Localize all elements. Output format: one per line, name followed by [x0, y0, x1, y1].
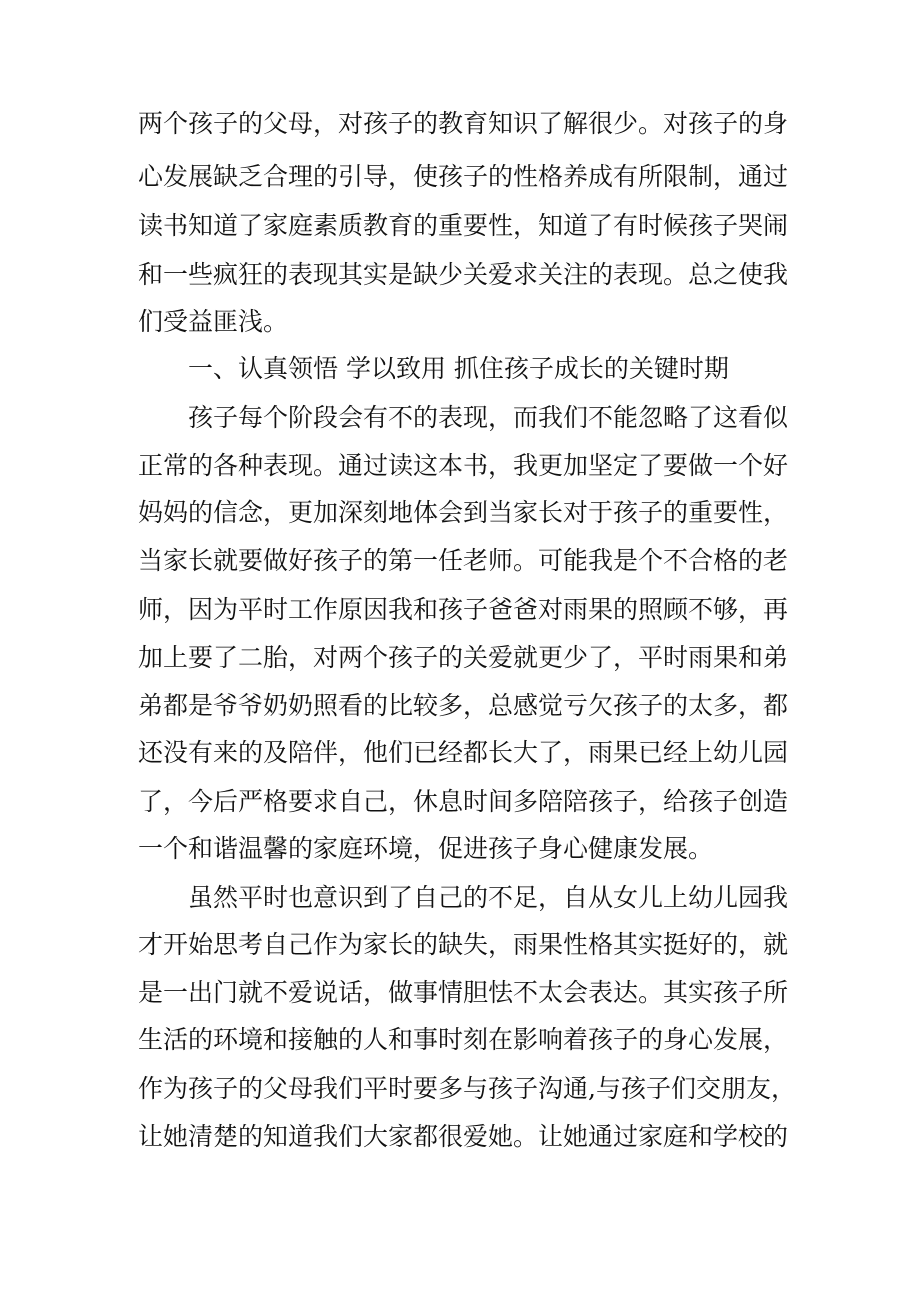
paragraph-2-line-9: 了，今后严格要求自己，休息时间多陪陪孩子，给孩子创造 [138, 787, 789, 816]
paragraph-3-line-2: 才开始思考自己作为家长的缺失，雨果性格其实挺好的，就 [138, 930, 789, 959]
paragraph-2-line-10: 一个和谐温馨的家庭环境，促进孩子身心健康发展。 [138, 834, 714, 863]
paragraph-1-line-2: 心发展缺乏合理的引导，使孩子的性格养成有所限制，通过 [138, 162, 789, 191]
paragraph-2-line-8: 还没有来的及陪伴，他们已经都长大了，雨果已经上幼儿园 [138, 738, 789, 767]
paragraph-2-line-7: 弟都是爷爷奶奶照看的比较多，总感觉亏欠孩子的太多，都 [138, 691, 789, 720]
paragraph-1-line-4: 和一些疯狂的表现其实是缺少关爱求关注的表现。总之使我 [138, 260, 789, 289]
paragraph-2-line-4: 当家长就要做好孩子的第一任老师。可能我是个不合格的老 [138, 546, 789, 575]
paragraph-2-line-5: 师，因为平时工作原因我和孩子爸爸对雨果的照顾不够，再 [138, 595, 789, 624]
paragraph-2-line-6: 加上要了二胎，对两个孩子的关爱就更少了，平时雨果和弟 [138, 643, 789, 672]
paragraph-2-line-3: 妈妈的信念，更加深刻地体会到当家长对于孩子的重要性， [138, 498, 789, 527]
paragraph-3-line-1: 虽然平时也意识到了自己的不足，自从女儿上幼儿园我 [188, 883, 789, 912]
paragraph-3-line-4: 生活的环境和接触的人和事时刻在影响着孩子的身心发展， [138, 1025, 789, 1054]
paragraph-2-line-2: 正常的各种表现。通过读这本书，我更加坚定了要做一个好 [138, 451, 789, 480]
paragraph-1-line-5: 们受益匪浅。 [138, 307, 289, 336]
paragraph-3-line-6: 让她清楚的知道我们大家都很爱她。让她通过家庭和学校的 [138, 1122, 789, 1151]
paragraph-3-line-5: 作为孩子的父母我们平时要多与孩子沟通,与孩子们交朋友， [138, 1074, 796, 1103]
paragraph-3-line-3: 是一出门就不爱说话，做事情胆怯不太会表达。其实孩子所 [138, 978, 789, 1007]
section-heading: 一、认真领悟 学以致用 抓住孩子成长的关键时期 [188, 354, 729, 383]
paragraph-1-line-1: 两个孩子的父母，对孩子的教育知识了解很少。对孩子的身 [138, 109, 789, 138]
paragraph-2-line-1: 孩子每个阶段会有不的表现，而我们不能忽略了这看似 [188, 403, 789, 432]
paragraph-1-line-3: 读书知道了家庭素质教育的重要性，知道了有时候孩子哭闹 [138, 211, 789, 240]
